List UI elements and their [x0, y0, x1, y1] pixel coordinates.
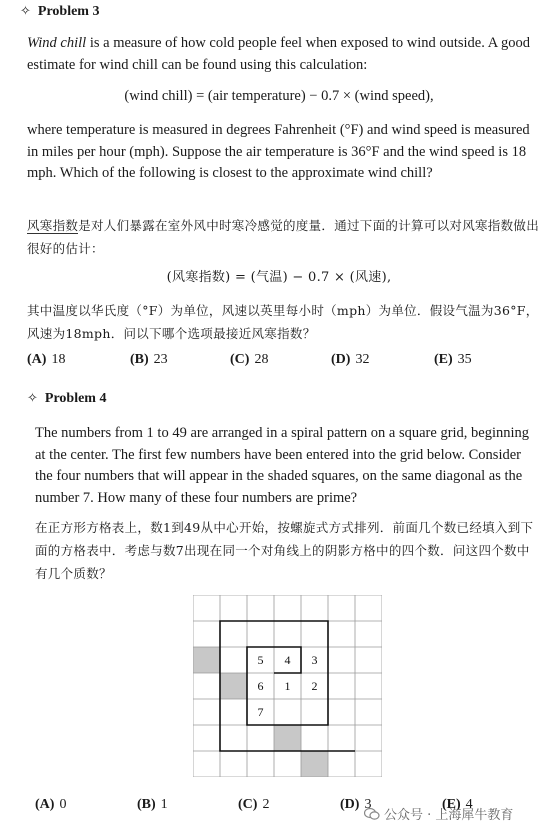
wind-chill-term: Wind chill	[27, 35, 87, 51]
choice-b[interactable]: (B) 1	[137, 797, 168, 812]
problem-3-cn-body: 其中温度以华氏度（°F）为单位，风速以英里每小时（mph）为单位．假设气温为36°F，风速为18mph．问以下哪个选项最接近风寒指数？	[27, 303, 539, 341]
sparkle-icon: ✧	[27, 390, 38, 405]
problem-3-cn-formula: (风寒指数) = (气温) − 0.7 × (风速),	[166, 270, 392, 285]
spiral-grid	[193, 595, 382, 777]
problem-3-intro-text: is a measure of how cold people feel when exposed to wind outside. A good estimate for wind chill can be found using this calculation:	[27, 35, 530, 73]
grid-number: 4	[284, 653, 291, 667]
problem-3-cn-intro	[27, 214, 539, 260]
choice-d[interactable]: (D) 32	[331, 352, 370, 367]
grid-number: 1	[284, 679, 291, 693]
choice-a[interactable]: (A) 18	[27, 352, 66, 367]
choice-d[interactable]: (D) 3	[340, 797, 372, 812]
choice-e[interactable]: (E) 4	[442, 797, 473, 812]
choice-a[interactable]: (A) 0	[35, 797, 67, 812]
shaded-cell	[274, 725, 301, 751]
wechat-icon	[364, 807, 380, 821]
choice-e[interactable]: (E) 35	[434, 352, 472, 367]
problem-4-cn-body: 在正方形方格表上，数1到49从中心开始，按螺旋式方式排列．前面几个数已经填入到下面的方格表中．考虑与数7出现在同一个对角线上的阴影方格中的四个数．问这四个数中有几个质数？	[35, 520, 534, 581]
problem-3-heading	[20, 3, 99, 20]
choice-c[interactable]: (C) 28	[230, 352, 269, 367]
spiral-grid-lines	[193, 595, 382, 777]
choice-b[interactable]: (B) 23	[130, 352, 168, 367]
grid-number: 7	[257, 705, 264, 719]
sparkle-icon: ✧	[20, 3, 31, 18]
problem-4-body: The numbers from 1 to 49 are arranged in a spiral pattern on a square grid, beginning at the center. The first few numbers have been entered into the grid below. Consider the four numbers that will appear in the shaded squares, on the same diagonal as the number 7. How many of these four numbers are prime?	[35, 425, 530, 506]
grid-number: 6	[257, 679, 264, 693]
grid-number: 2	[311, 679, 318, 693]
problem-3-intro	[27, 33, 539, 76]
problem-3-formula: (wind chill) = (air temperature) − 0.7 × (wind speed),	[124, 88, 434, 104]
grid-number: 5	[257, 653, 264, 667]
problem-3-cn-intro-text: 是对人们暴露在室外风中时寒冷感觉的度量．通过下面的计算可以对风寒指数做出很好的估计：	[27, 218, 540, 256]
problem-3-body: where temperature is measured in degrees Fahrenheit (°F) and wind speed is measured in miles per hour (mph). Suppose the air temperature is 36°F and the wind speed is 18 mph. Which of the following is closest to the approximate wind chill?	[27, 122, 530, 181]
grid-number: 3	[311, 653, 318, 667]
choice-c[interactable]: (C) 2	[238, 797, 270, 812]
wind-chill-term-cn: 风寒指数	[27, 218, 79, 233]
problem-4-title: Problem 4	[44, 391, 107, 406]
problem-3-title: Problem 3	[37, 4, 100, 19]
problem-4-heading	[27, 390, 106, 407]
shaded-cell	[193, 647, 220, 673]
watermark	[364, 804, 513, 823]
shaded-cell	[301, 751, 328, 777]
shaded-cell	[220, 673, 247, 699]
watermark-text: 公众号 · 上海犀牛教育	[384, 808, 514, 823]
